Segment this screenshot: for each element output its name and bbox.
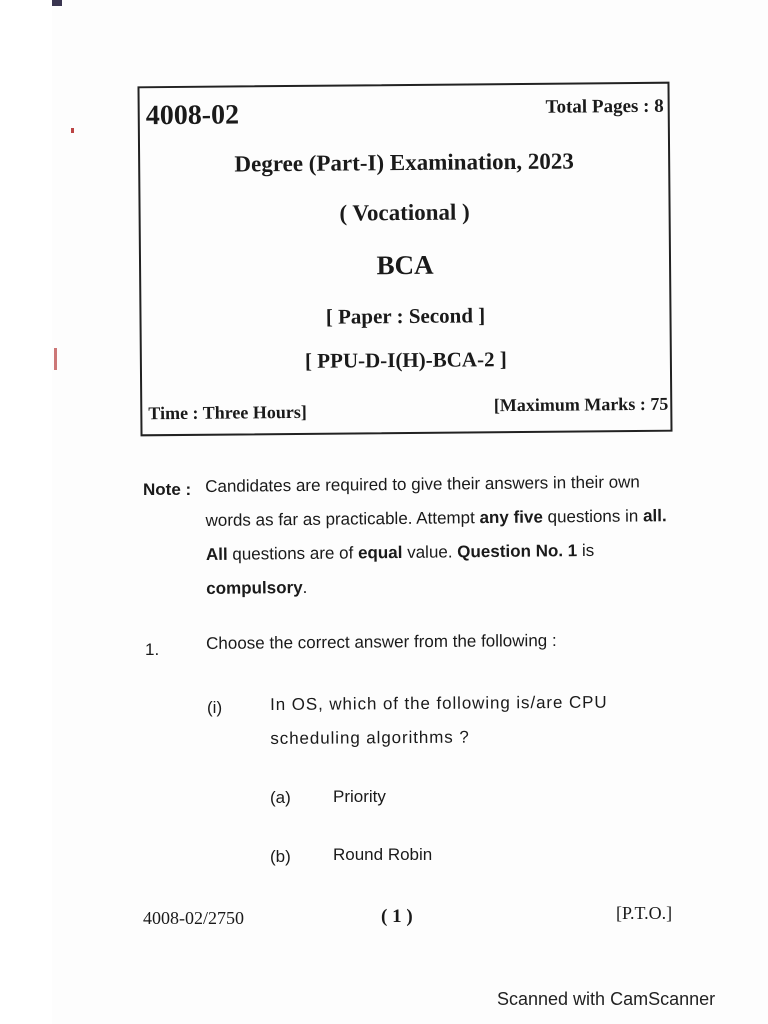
exam-title: Degree (Part-I) Examination, 2023 bbox=[234, 148, 574, 177]
scan-speck bbox=[71, 128, 74, 133]
note-emphasis: any five bbox=[479, 507, 543, 528]
question-number: 1. bbox=[145, 640, 160, 659]
subject-code: [ PPU-D-I(H)-BCA-2 ] bbox=[304, 347, 507, 373]
paper-number: [ Paper : Second ] bbox=[325, 303, 486, 329]
note-part: Candidates are required to give their answers in their own words as far as practicable. Attempt bbox=[205, 472, 640, 530]
option-text: Round Robin bbox=[333, 845, 433, 864]
note-part: . bbox=[302, 577, 308, 597]
course: BCA bbox=[376, 249, 434, 281]
option-label: (b) bbox=[270, 847, 291, 866]
scanner-watermark: Scanned with CamScanner bbox=[497, 989, 716, 1009]
note-emphasis: all. bbox=[642, 506, 667, 526]
option-text: Priority bbox=[333, 787, 386, 806]
total-pages: Total Pages : 8 bbox=[545, 95, 664, 118]
footer-pto: [P.T.O.] bbox=[616, 903, 673, 923]
note-part: value. bbox=[402, 542, 458, 562]
note-part: is bbox=[577, 540, 595, 561]
max-marks: [Maximum Marks : 75 bbox=[493, 393, 669, 416]
subquestion-text: In OS, which of the following is/are CPU scheduling algorithms ? bbox=[270, 692, 608, 748]
note-emphasis: compulsory bbox=[206, 577, 303, 598]
scan-speck bbox=[54, 348, 57, 370]
note-emphasis: Question No. 1 bbox=[457, 541, 578, 562]
footer-page-number: ( 1 ) bbox=[381, 906, 413, 927]
time-allowed: Time : Three Hours] bbox=[148, 401, 307, 424]
stream: ( Vocational ) bbox=[339, 199, 470, 226]
option-label: (a) bbox=[270, 788, 291, 807]
paper-code: 4008-02 bbox=[145, 99, 240, 132]
header-box bbox=[137, 82, 672, 437]
note-label: Note : bbox=[143, 480, 192, 499]
footer-code: 4008-02/2750 bbox=[143, 908, 244, 928]
question-text: Choose the correct answer from the following : bbox=[206, 630, 557, 653]
note-part: questions are of bbox=[227, 543, 359, 564]
note-emphasis: All bbox=[205, 544, 228, 564]
note-text bbox=[205, 465, 682, 606]
note-emphasis: equal bbox=[357, 542, 403, 563]
corner-mark bbox=[52, 0, 62, 6]
scan-margin bbox=[0, 0, 52, 1024]
subquestion-number: (i) bbox=[207, 698, 223, 717]
note-part: questions in bbox=[542, 506, 644, 527]
